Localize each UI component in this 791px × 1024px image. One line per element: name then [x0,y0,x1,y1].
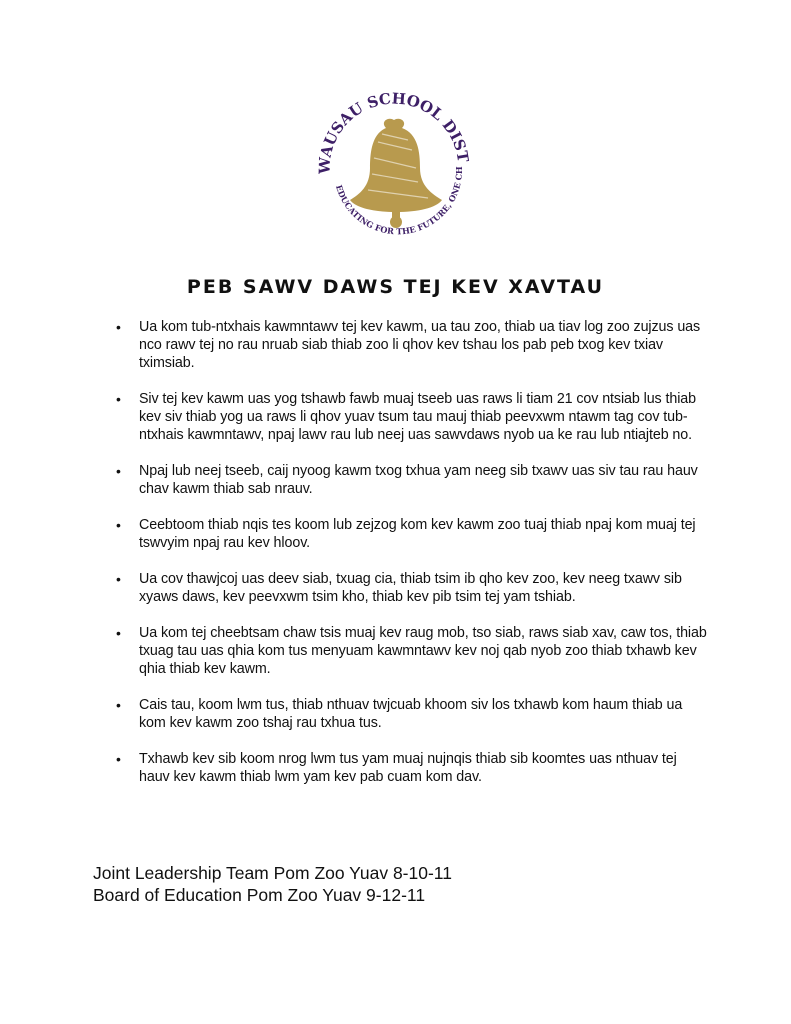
list-item [110,462,710,498]
bullet-icon: • [116,571,121,587]
bullet-icon: • [116,463,121,479]
bullet-icon: • [116,319,121,335]
list-item-text: Ua kom tej cheebtsam chaw tsis muaj kev raug mob, tso siab, raws siab xav, caw tos, thiab txuag tau uas qhia kom tus menyuam kawmntawv kev noj qab nyob zoo thiab txhawb kev qhia thiab kev kawm. [139,625,707,677]
bullet-list [110,318,710,804]
logo-arc-top: WAUSAU SCHOOL DIST [315,89,473,175]
list-item [110,570,710,606]
bullet-icon: • [116,391,121,407]
list-item-text: Ceebtoom thiab nqis tes koom lub zejzog kom kev kawm zoo tuaj thiab npaj kom muaj tej tswvyim npaj rau kev hloov. [139,517,696,551]
list-item-text: Cais tau, koom lwm tus, thiab nthuav twjcuab khoom siv los txhawb kom haum thiab ua kom kev kawm zoo tshaj rau txhua tus. [139,697,683,731]
list-item [110,750,710,786]
list-item-text: Txhawb kev sib koom nrog lwm tus yam muaj nujnqis thiab sib koomtes uas nthuav tej hauv kev kawm thiab lwm yam kev pab cuam kom dav. [139,751,677,785]
approval-footer [93,862,452,906]
list-item [110,624,710,678]
list-item [110,318,710,372]
list-item-text: Ua kom tub-ntxhais kawmntawv tej kev kawm, ua tau zoo, thiab ua tiav log zoo zujzus uas nco rawv tej no rau nruab siab thiab zoo li qhov kev tshau los pab peb txog kev txiav tximsiab. [139,319,701,371]
list-item [110,516,710,552]
district-logo [308,82,480,254]
logo-arc-bottom: EDUCATING FOR THE FUTURE, ONE CH [333,166,465,237]
bell-logo-icon [308,82,480,254]
bullet-icon: • [116,625,121,641]
list-item-text: Siv tej kev kawm uas yog tshawb fawb muaj tseeb uas raws li tiam 21 cov ntsiab lus thiab kev siv thiab yog ua raws li qhov yuav tsum tau mauj thiab peevxwm ntawm tag cov tub-ntxhais kawmntawv, npaj lawv rau lub neej uas sawvdaws nyob ua ke rau lub ntiajteb no. [139,391,696,443]
page-title: PEB SAWV DAWS TEJ KEV XAVTAU [186,276,605,298]
bullet-icon: • [116,517,121,533]
bullet-icon: • [116,751,121,767]
list-item [110,390,710,444]
list-item-text: Npaj lub neej tseeb, caij nyoog kawm txog txhua yam neeg sib txawv uas siv tau rau hauv chav kawm thiab sab nrauv. [139,463,698,497]
list-item [110,696,710,732]
approval-line-joint-leadership: Joint Leadership Team Pom Zoo Yuav 8-10-11 [93,863,452,883]
bullet-icon: • [116,697,121,713]
list-item-text: Ua cov thawjcoj uas deev siab, txuag cia, thiab tsim ib qho kev zoo, kev neeg txawv sib xyaws daws, kev peevxwm tsim kho, thiab kev pib tsim tej yam tshiab. [139,571,682,605]
approval-line-board-of-education: Board of Education Pom Zoo Yuav 9-12-11 [93,885,426,905]
